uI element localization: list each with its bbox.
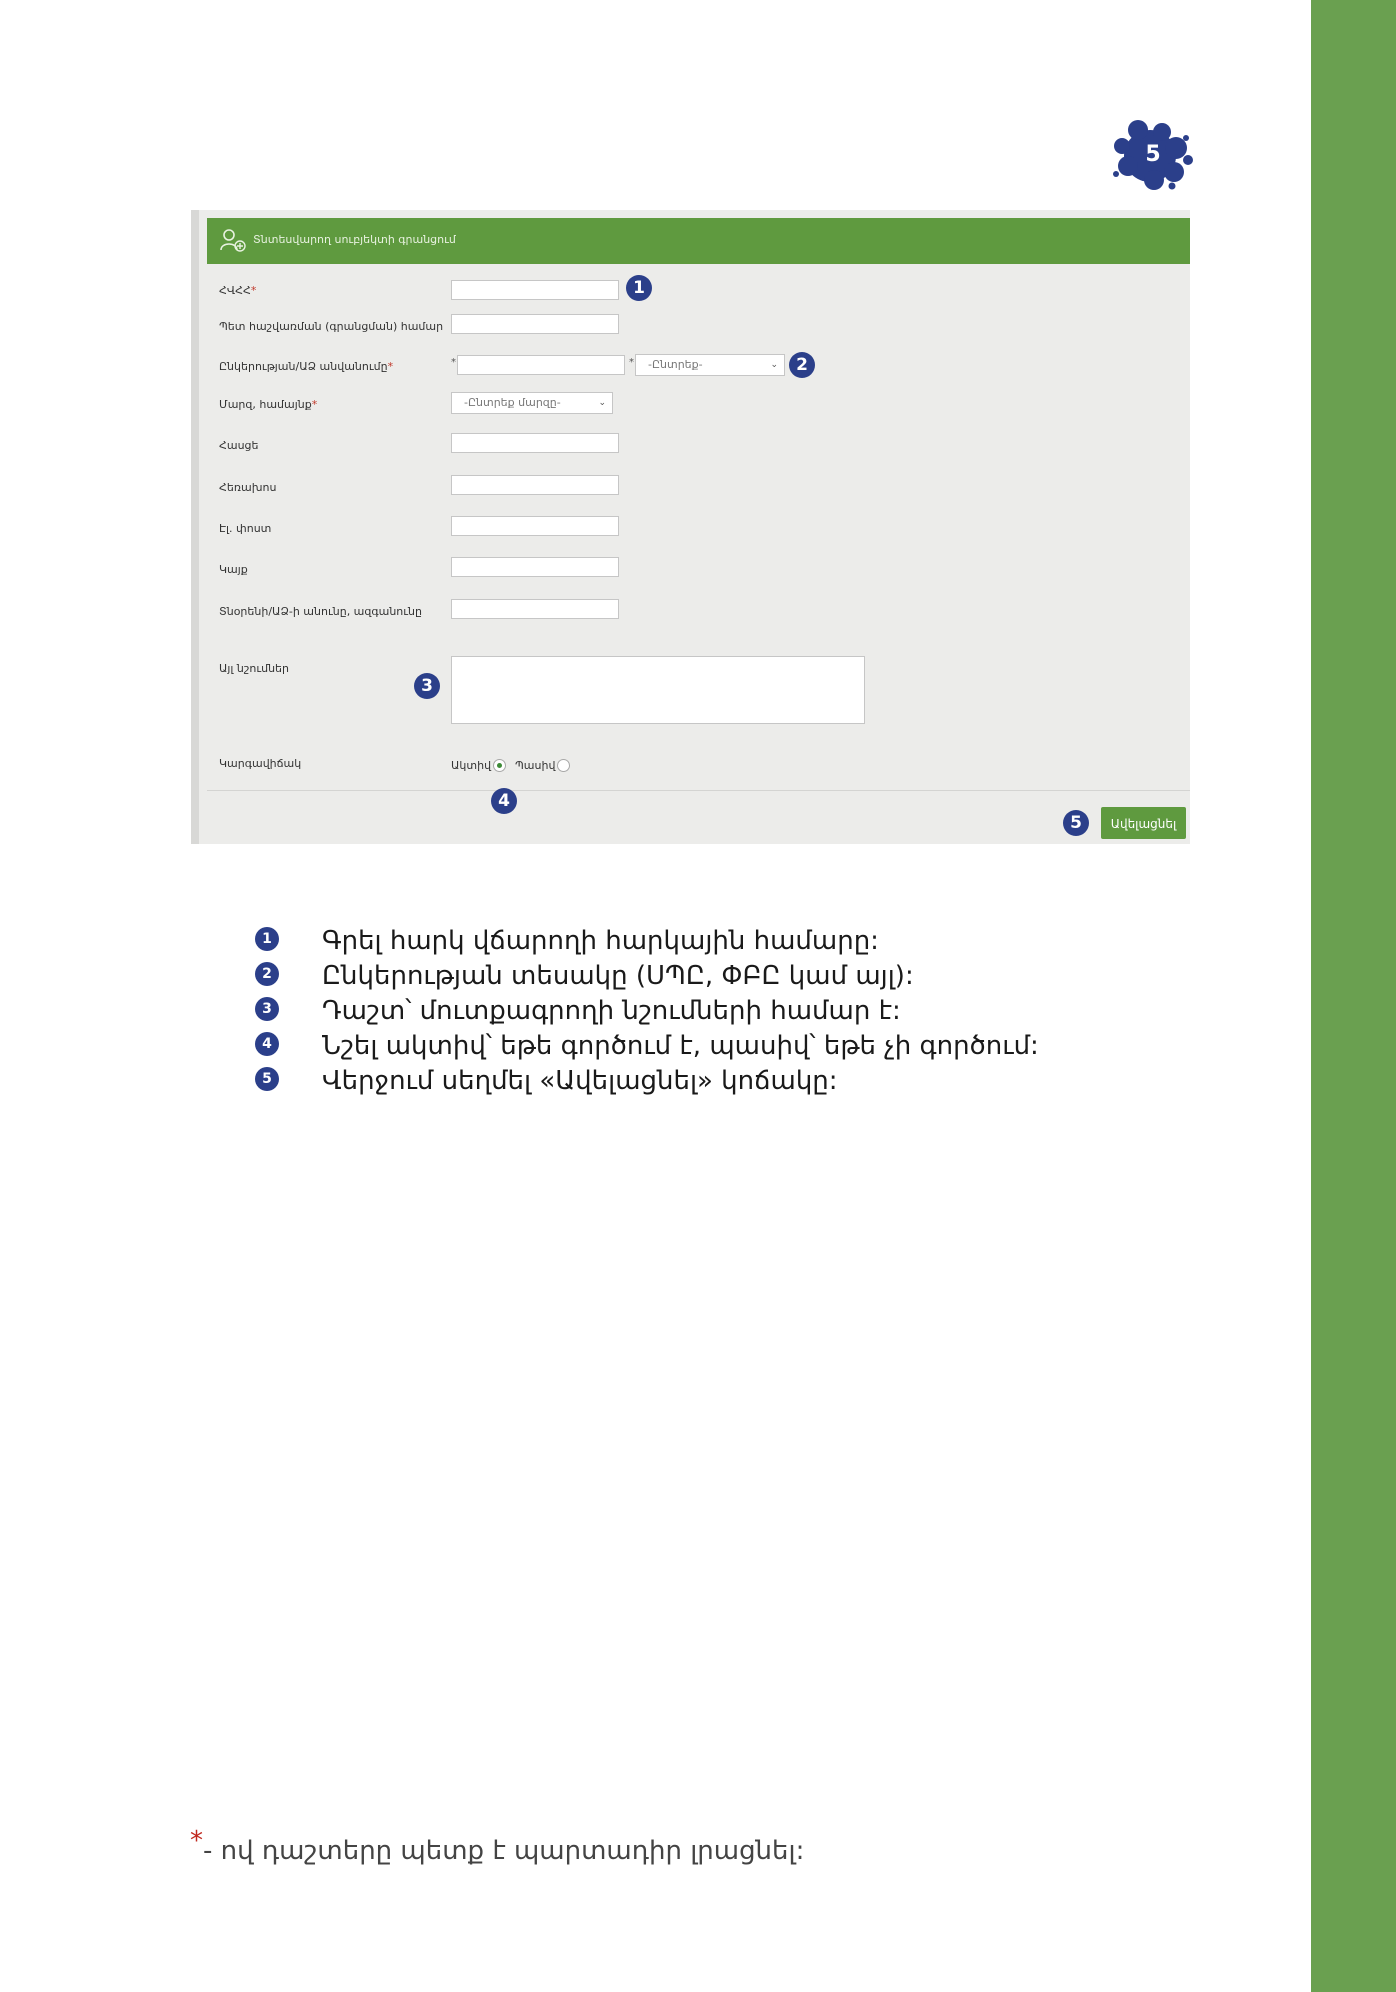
website-input[interactable] (451, 557, 619, 577)
footnote-text: - ով դաշտերը պետք է պարտադիր լրացնել: (203, 1836, 805, 1866)
form-title: Տնտեսվարող սուբյեկտի գրանցում (253, 233, 456, 246)
region-select[interactable]: -Ընտրեք մարզը- ⌄ (451, 392, 613, 414)
form-divider (207, 790, 1190, 791)
add-button[interactable]: Ավելացնել (1101, 807, 1186, 839)
list-text: Գրել հարկ վճարողի հարկային համարը: (322, 926, 879, 956)
address-input[interactable] (451, 433, 619, 453)
list-text: Ընկերության տեսակը (ՍՊԸ, ՓԲԸ կամ այլ): (322, 961, 914, 991)
callout-marker-4: 4 (491, 788, 517, 814)
field-label-region: Մարզ, համայնք* (219, 398, 318, 411)
notes-textarea[interactable] (451, 656, 865, 724)
callout-marker-1: 1 (626, 275, 652, 301)
callout-marker-5: 5 (1063, 810, 1089, 836)
company-name-input[interactable] (457, 355, 625, 375)
list-text: Վերջում սեղմել «Ավելացնել» կոճակը: (322, 1066, 838, 1096)
prefix-star: * (629, 357, 634, 368)
list-number: 2 (255, 962, 279, 986)
page-number-badge (1110, 116, 1196, 194)
field-label-phone: Հեռախոս (219, 481, 277, 494)
chevron-down-icon: ⌄ (598, 398, 606, 408)
field-label-notes: Այլ նշումներ (219, 662, 289, 675)
phone-input[interactable] (451, 475, 619, 495)
callout-marker-2: 2 (789, 352, 815, 378)
required-fields-footnote (190, 1826, 805, 1866)
email-input[interactable] (451, 516, 619, 536)
status-passive-radio[interactable] (557, 759, 570, 772)
company-type-select[interactable]: -Ընտրեք- ⌄ (635, 354, 785, 376)
field-label-website: Կայք (219, 563, 248, 576)
status-active-label: Ակտիվ (451, 759, 492, 772)
field-label-company-name: Ընկերության/ԱՁ անվանումը* (219, 360, 394, 373)
field-label-registration-number: Պետ հաշվառման (գրանցման) համար (219, 320, 444, 333)
field-label-tin: ՀՎՀՀ* (219, 284, 257, 297)
list-number: 5 (255, 1067, 279, 1091)
list-number: 4 (255, 1032, 279, 1056)
list-text: Նշել ակտիվ՝ եթե գործում է, պասիվ՝ եթե չի գործում: (322, 1031, 1039, 1061)
status-passive-label: Պասիվ (515, 759, 556, 772)
form-screenshot (191, 210, 1190, 844)
page-number: 5 (1145, 142, 1161, 167)
field-label-director-name: Տնօրենի/ԱՁ-ի անունը, ազգանունը (219, 605, 423, 618)
prefix-star: * (451, 357, 456, 368)
registration-number-input[interactable] (451, 314, 619, 334)
callout-marker-3: 3 (414, 673, 440, 699)
chevron-down-icon: ⌄ (770, 360, 778, 370)
list-number: 1 (255, 927, 279, 951)
list-text: Դաշտ՝ մուտքագրողի նշումների համար է: (322, 996, 901, 1026)
user-add-icon (219, 228, 247, 254)
side-accent-bar (1311, 0, 1396, 1992)
field-label-email: Էլ. փոստ (219, 522, 272, 535)
status-active-radio[interactable] (493, 759, 506, 772)
field-label-address: Հասցե (219, 439, 259, 452)
field-label-status: Կարգավիճակ (219, 757, 302, 770)
director-name-input[interactable] (451, 599, 619, 619)
tin-input[interactable] (451, 280, 619, 300)
required-star: * (190, 1826, 203, 1856)
form-header (207, 218, 1190, 264)
list-number: 3 (255, 997, 279, 1021)
